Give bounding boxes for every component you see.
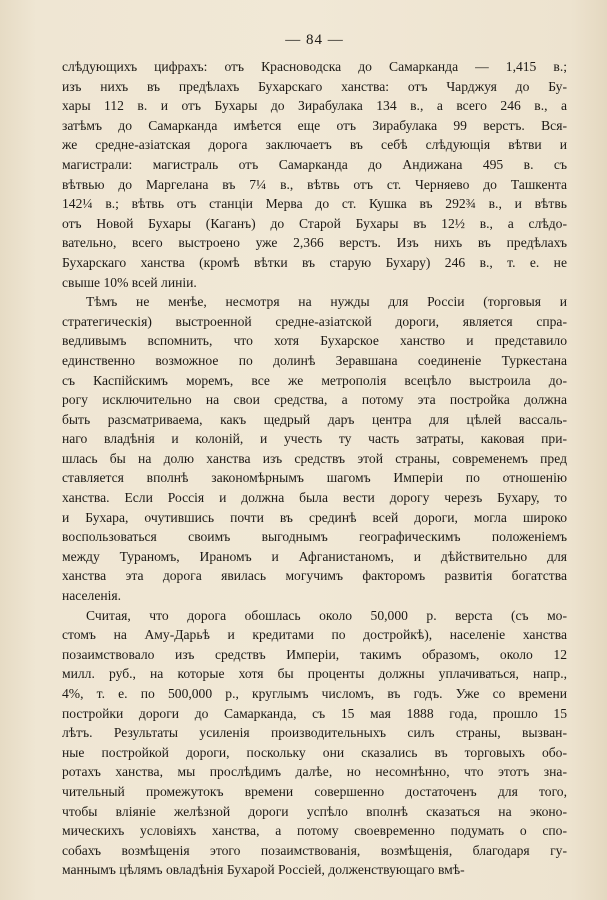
text-line: 4%, т. е. по 500,000 р., круглымъ числомъ, въ годъ. Уже со времени — [62, 686, 567, 701]
text-line: мическихъ условіяхъ ханства, а потому своевременно подумать о спо- — [62, 823, 567, 839]
text-line: собахъ возмѣщенія этого позаимствованія, возмѣщенія, благодаря гу- — [62, 842, 567, 858]
text-line: ные постройкой дороги, поскольку они сказались въ торговыхъ обо- — [62, 744, 567, 760]
text-line: быть разсматриваема, какъ щедрый даръ центра для цѣлей вассаль- — [62, 411, 567, 427]
text-line: позаимствовало изъ средствъ Имперіи, такимъ образомъ, около 12 — [62, 646, 567, 662]
text-line: постройки дороги до Самарканда, съ 15 мая 1888 года, прошло 15 — [62, 705, 567, 721]
paragraph — [62, 606, 567, 880]
text-line: воспользоваться своимъ выгоднымъ географическимъ положеніемъ — [62, 529, 567, 545]
text-line: стомъ на Аму-Дарьѣ и кредитами по достройкѣ), населеніе ханства — [62, 627, 567, 643]
page-number: — 84 — — [285, 32, 344, 48]
text-line: свыше 10% всей линіи. — [62, 274, 197, 290]
text-line: съ Каспійскимъ моремъ, все же метрополія всецѣло выстроила до- — [62, 372, 567, 388]
text-line: милл. руб., на которые хотя бы проценты должны уплачиваться, напр., — [62, 666, 567, 682]
text-line: Бухарскаго ханства (кромѣ вѣтки въ старую Бухару) 246 в., т. е. не — [62, 254, 567, 270]
body-text — [62, 57, 567, 880]
text-line: стратегическія) выстроенной средне-азіатской дороги, является спра- — [62, 313, 567, 329]
text-line: магистрали: магистраль отъ Самарканда до Андижана 495 в. съ — [62, 156, 567, 172]
text-line: ханства. Если Россія и должна была вести дорогу черезъ Бухару, то — [62, 490, 567, 506]
text-line: изъ нихъ въ предѣлахъ Бухарскаго ханства: отъ Чарджуя до Бу- — [62, 78, 567, 94]
text-line: рогу исключительно на свои средства, а потому эта постройка должна — [62, 392, 567, 408]
text-line: ротахъ ханства, мы прослѣдимъ далѣе, но несомнѣнно, что этотъ зна- — [62, 764, 567, 780]
text-line: вѣтвью до Маргелана въ 7¼ в., вѣтвь отъ ст. Черняево до Ташкента — [62, 176, 567, 192]
text-line: 142¼ в.; вѣтвь отъ станціи Мерва до ст. Кушка въ 292¾ в., и вѣтвь — [62, 196, 567, 212]
text-line: отъ Новой Бухары (Каганъ) до Старой Бухары въ 12½ в., а слѣдо- — [62, 215, 567, 231]
text-line: ханства эта дорога явилась могучимъ факторомъ развитія богатства — [62, 568, 567, 584]
text-line: хары 112 в. и отъ Бухары до Зирабулака 134 в., а всего 246 в., а — [62, 98, 567, 114]
text-line: чительный промежутокъ времени совершенно достаточенъ для того, — [62, 783, 567, 799]
text-line: единственно возможное по долинѣ Зеравшана соединеніе Туркестана — [62, 352, 567, 368]
text-line: шлась бы на долю ханства изъ средствъ этой страны, современемъ пред — [62, 450, 567, 466]
paragraph — [62, 292, 567, 606]
text-line: вательно, всего выстроено уже 2,366 верстъ. Изъ нихъ въ предѣлахъ — [62, 235, 567, 251]
text-line: маннымъ цѣлямъ овладѣнія Бухарой Россіей, долженствующаго вмѣ- — [62, 862, 465, 878]
text-line: населенія. — [62, 588, 122, 604]
text-line: чтобы вліяніе желѣзной дороги успѣло вполнѣ сказаться на эконо- — [62, 803, 567, 819]
text-line: слѣдующихъ цифрахъ: отъ Красноводска до Самарканда — 1,415 в.; — [62, 59, 567, 74]
text-line: же средне-азіатская дорога заключаетъ въ себѣ слѣдующія вѣтви и — [62, 137, 567, 153]
text-line: Считая, что дорога обошлась около 50,000 р. верста (съ мо- — [86, 607, 567, 623]
paragraph — [62, 57, 567, 292]
text-line: затѣмъ до Самарканда имѣется еще отъ Зирабулака 99 верстъ. Вся- — [62, 117, 567, 133]
text-line: ставляется вполнѣ закономѣрнымъ шагомъ Имперіи по отношенію — [62, 470, 567, 486]
text-line: Тѣмъ не менѣе, несмотря на нужды для Россіи (торговыя и — [86, 294, 567, 310]
text-line: ведливымъ вспомнить, что хотя Бухарское ханство и представило — [62, 333, 567, 349]
text-line: между Тураномъ, Ираномъ и Афганистаномъ, и дѣйствительно для — [62, 548, 567, 564]
text-line: наго владѣнія и колоній, и учесть ту часть затраты, каковая при- — [62, 431, 567, 447]
text-line: лѣтъ. Результаты усиленія производительныхъ силъ страны, вызван- — [62, 725, 567, 741]
text-line: и Бухара, очутившись почти въ срединѣ всей дороги, могла широко — [62, 509, 567, 525]
